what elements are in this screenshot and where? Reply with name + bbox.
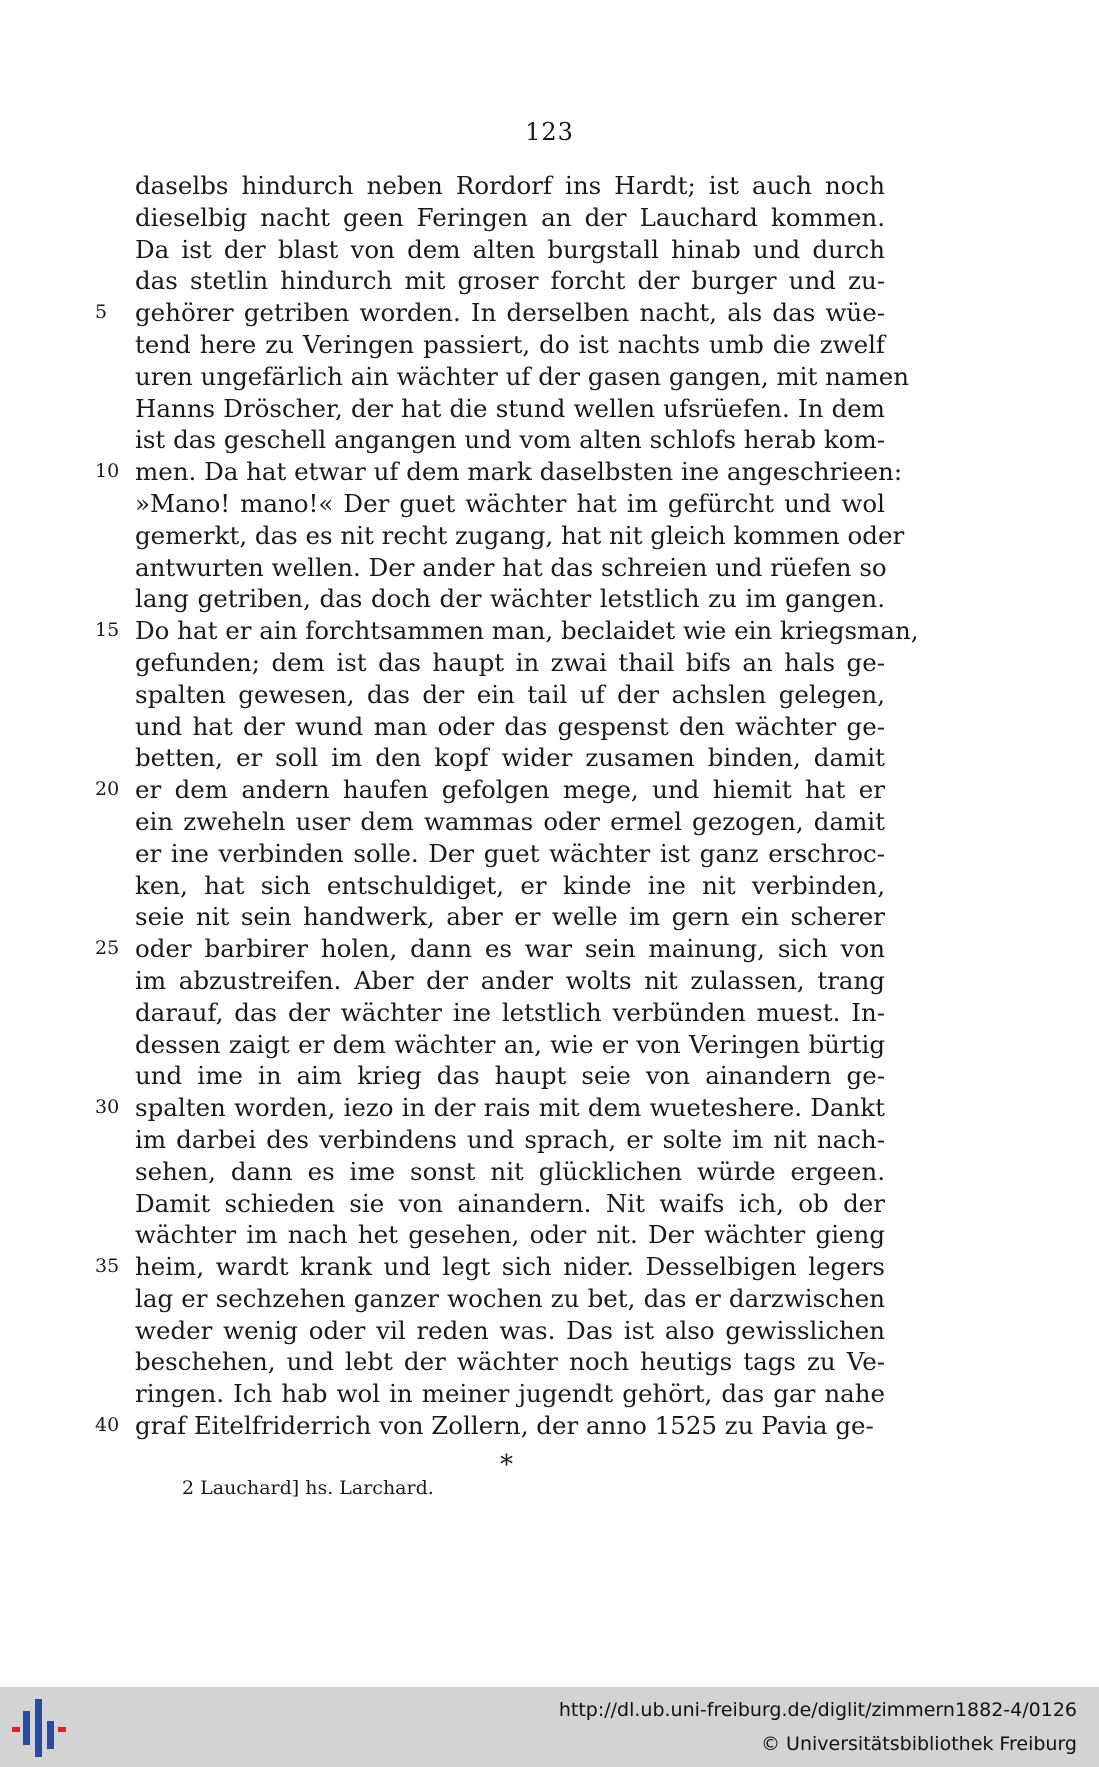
text-line xyxy=(135,234,885,266)
text-line xyxy=(135,1188,885,1220)
permalink-url[interactable]: http://dl.ub.uni-freiburg.de/diglit/zimmern1882-4/0126 xyxy=(558,1699,1077,1721)
line-text: seie nit sein handwerk, aber er welle im gern ein scherer xyxy=(135,902,885,932)
text-line xyxy=(95,297,885,329)
line-text: tend here zu Veringen passiert, do ist nachts umb die zwelf xyxy=(135,329,885,359)
text-line xyxy=(135,393,885,425)
line-number: 30 xyxy=(95,1096,120,1119)
line-text: men. Da hat etwar uf dem mark daselbsten ine angeschrieen: xyxy=(135,457,903,487)
text-line xyxy=(135,997,885,1029)
text-line xyxy=(95,615,919,647)
line-text: Do hat er ain forchtsammen man, beclaidet wie ein kriegsman, xyxy=(135,616,919,646)
text-line xyxy=(95,1092,885,1124)
text-line xyxy=(135,202,885,234)
text-line xyxy=(135,1156,885,1188)
text-line xyxy=(135,870,885,902)
line-text: heim, wardt krank und legt sich nider. Desselbigen legers xyxy=(135,1252,885,1282)
line-text: im darbei des verbindens und sprach, er solte im nit nach- xyxy=(135,1124,885,1154)
text-line xyxy=(135,806,885,838)
text-line xyxy=(135,583,885,615)
line-text: und ime in aim krieg das haupt seie von ainandern ge- xyxy=(135,1061,885,1091)
line-text: uren ungefärlich ain wächter uf der gasen gangen, mit namen xyxy=(135,361,910,391)
line-text: weder wenig oder vil reden was. Das ist also gewisslichen xyxy=(135,1315,885,1345)
line-text: er dem andern haufen gefolgen mege, und hiemit hat er xyxy=(135,775,885,805)
line-text: antwurten wellen. Der ander hat das schreien und rüefen so xyxy=(135,552,887,582)
line-number: 40 xyxy=(95,1414,120,1437)
text-line xyxy=(135,552,885,584)
line-text: dieselbig nacht geen Feringen an der Lauchard kommen. xyxy=(135,202,885,232)
line-text: er ine verbinden solle. Der guet wächter ist ganz erschroc- xyxy=(135,838,885,868)
line-text: spalten gewesen, das der ein tail uf der achslen gelegen, xyxy=(135,679,885,709)
line-text: darauf, das der wächter ine letstlich verbünden muest. In- xyxy=(135,997,885,1027)
line-text: spalten worden, iezo in der rais mit dem wueteshere. Dankt xyxy=(135,1093,885,1123)
text-line xyxy=(135,265,885,297)
body-text xyxy=(95,170,919,1442)
line-text: ken, hat sich entschuldiget, er kinde ine nit verbinden, xyxy=(135,870,885,900)
line-text: im abzustreifen. Aber der ander wolts nit zulassen, trang xyxy=(135,965,885,995)
footer-bar xyxy=(0,1687,1099,1767)
line-text: Damit schieden sie von ainandern. Nit waifs ich, ob der xyxy=(135,1188,885,1218)
text-line xyxy=(95,1251,885,1283)
text-line xyxy=(135,424,885,456)
text-line xyxy=(135,361,910,393)
ub-freiburg-logo-icon xyxy=(10,1697,70,1759)
text-line xyxy=(135,1029,885,1061)
text-line xyxy=(135,170,885,202)
text-line xyxy=(135,1219,885,1251)
text-line xyxy=(135,1378,885,1410)
text-line xyxy=(95,456,903,488)
line-text: oder barbirer holen, dann es war sein mainung, sich von xyxy=(135,934,885,964)
text-line xyxy=(135,742,885,774)
text-line xyxy=(135,488,885,520)
text-line xyxy=(135,679,885,711)
line-number: 25 xyxy=(95,937,120,960)
line-text: und hat der wund man oder das gespenst den wächter ge- xyxy=(135,711,885,741)
line-text: Da ist der blast von dem alten burgstall hinab und durch xyxy=(135,234,885,264)
line-text: »Mano! mano!« Der guet wächter hat im gefürcht und wol xyxy=(135,488,885,518)
text-line xyxy=(135,647,885,679)
page-number: 123 xyxy=(525,118,574,146)
line-text: gemerkt, das es nit recht zugang, hat nit gleich kommen oder xyxy=(135,520,905,550)
section-asterisk: * xyxy=(500,1450,513,1480)
line-text: ein zweheln user dem wammas oder ermel gezogen, damit xyxy=(135,806,885,836)
text-line xyxy=(135,965,885,997)
text-line xyxy=(135,329,885,361)
line-number: 20 xyxy=(95,778,120,801)
copyright-notice: © Universitätsbibliothek Freiburg xyxy=(761,1733,1077,1755)
text-line xyxy=(135,520,905,552)
line-text: ist das geschell angangen und vom alten schlofs herab kom- xyxy=(135,425,885,455)
line-text: sehen, dann es ime sonst nit glücklichen würde ergeen. xyxy=(135,1156,885,1186)
line-text: ringen. Ich hab wol in meiner jugendt gehört, das gar nahe xyxy=(135,1379,885,1409)
line-text: Hanns Dröscher, der hat die stund wellen ufsrüefen. In dem xyxy=(135,393,885,423)
line-text: graf Eitelfriderrich von Zollern, der anno 1525 zu Pavia ge- xyxy=(135,1411,874,1441)
line-number: 10 xyxy=(95,460,120,483)
text-line xyxy=(95,774,885,806)
line-text: dessen zaigt er dem wächter an, wie er von Veringen bürtig xyxy=(135,1029,885,1059)
text-line xyxy=(135,1346,885,1378)
line-text: beschehen, und lebt der wächter noch heutigs tags zu Ve- xyxy=(135,1347,885,1377)
line-text: lang getriben, das doch der wächter letstlich zu im gangen. xyxy=(135,584,885,614)
text-line xyxy=(135,1124,885,1156)
text-line xyxy=(135,1060,885,1092)
text-line xyxy=(135,1315,885,1347)
text-line xyxy=(95,1410,885,1442)
text-line xyxy=(135,901,885,933)
line-number: 15 xyxy=(95,619,120,642)
line-text: gefunden; dem ist das haupt in zwai thail bifs an hals ge- xyxy=(135,647,885,677)
text-line xyxy=(95,933,885,965)
line-text: betten, er soll im den kopf wider zusamen binden, damit xyxy=(135,743,885,773)
line-text: lag er sechzehen ganzer wochen zu bet, das er darzwischen xyxy=(135,1283,885,1313)
line-text: daselbs hindurch neben Rordorf ins Hardt; ist auch noch xyxy=(135,171,885,200)
text-line xyxy=(135,1283,885,1315)
line-text: das stetlin hindurch mit groser forcht der burger und zu- xyxy=(135,266,885,296)
line-number: 35 xyxy=(95,1255,120,1278)
line-text: gehörer getriben worden. In derselben nacht, als das wüe- xyxy=(135,298,885,328)
text-line xyxy=(135,711,885,743)
line-text: wächter im nach het gesehen, oder nit. Der wächter gieng xyxy=(135,1220,885,1250)
footnote: 2 Lauchard] hs. Larchard. xyxy=(182,1477,434,1499)
text-line xyxy=(135,838,885,870)
line-number: 5 xyxy=(95,301,108,324)
